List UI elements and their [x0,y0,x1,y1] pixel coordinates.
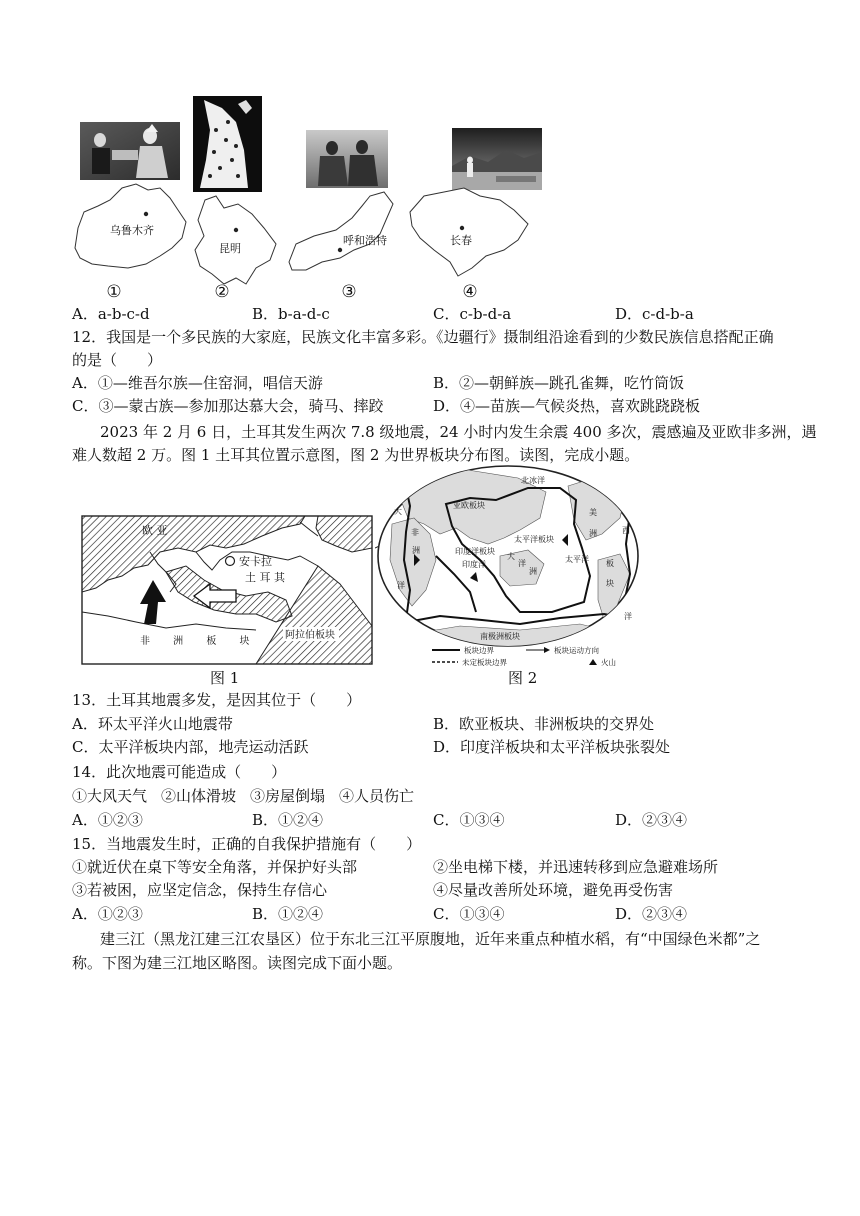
q13-stem: 13．土耳其地震多发，是因其位于（ ） [72,691,362,709]
q14-item-4: ④人员伤亡 [339,787,415,805]
passage-1-line-1: 2023 年 2 月 6 日，土耳其发生两次 7.8 级地震，24 小时内发生余震 400 多次，震感遍及亚欧非多洲，遇 [100,423,817,441]
fig2-label-arctic: 北冰洋 [521,476,545,485]
fig2-label-atlantic-right-2: 洋 [624,612,632,621]
legend-arrow-icon [544,647,550,653]
map-xinjiang [75,184,186,302]
photo-4 [452,128,542,190]
legend-undefined-label: 未定板块边界 [462,658,507,667]
fig2-label-indian-ocean: 印度洋 [462,560,486,569]
q14-items [72,786,414,806]
q14-option-b: B．①②④ [252,811,324,829]
fig2-label-americas-2: 洲 [589,529,597,538]
fig2-label-americas-4: 块 [606,579,614,588]
map-jilin [410,188,528,302]
q14-item-2: ②山体滑坡 [161,787,237,805]
kunming-dot [234,228,238,232]
q12-option-a: A．①—维吾尔族—住窑洞，唱信天游 [72,374,323,392]
figure-1-caption: 图 1 [210,669,240,687]
q11-option-b: B．b-a-d-c [252,305,330,323]
fig1-label-eurasia: 欧 亚 [142,524,168,537]
fig2-label-eurasian-plate: 亚欧板块 [453,501,485,510]
q11-option-a: A．a-b-c-d [72,305,150,323]
q13-option-a: A．环太平洋火山地震带 [72,715,233,733]
fig1-label-arabian-plate: 阿拉伯板块 [285,630,335,641]
q11-option-d: D．c-d-b-a [615,305,694,323]
q11-photo-map-figure [65,90,555,305]
q12-stem-line-1: 12．我国是一个多民族的大家庭，民族文化丰富多彩。《边疆行》摄制组沿途看到的少数民族信息搭配正确 [72,328,774,346]
volcano-icon [589,659,597,665]
q15-option-c: C．①③④ [433,905,505,923]
fig2-label-african-1: 非 [411,528,419,537]
urumqi-dot [144,212,148,216]
passage-2-line-1: 建三江（黑龙江建三江农垦区）位于东北三江平原腹地，近年来重点种植水稻，有“中国绿色米都”之 [100,930,761,948]
map-4-number: ④ [462,282,478,302]
map-1-city-label: 乌鲁木齐 [110,224,154,237]
fig2-label-americas-1: 美 [589,508,597,517]
fig2-label-indian-plate: 印度洋板块 [455,547,495,556]
q15-item-1: ①就近伏在桌下等安全角落，并保护好头部 [72,858,358,876]
q14-option-a: A．①②③ [72,811,143,829]
photo-1 [80,122,180,180]
map-3-city-label: 呼和浩特 [343,234,387,247]
q13-option-c: C．太平洋板块内部，地壳运动活跃 [72,738,309,756]
q14-item-1: ①大风天气 [72,787,148,805]
ankara-marker [226,557,235,566]
fig2-label-americas-3: 板 [606,559,614,568]
fig1-label-turkey: 土 耳 其 [245,571,285,584]
q15-item-4: ④尽量改善所处环境，避免再受伤害 [433,881,674,899]
fig1-label-ankara: 安卡拉 [239,555,272,568]
legend-volcano-label: 火山 [601,658,616,667]
fig2-label-pacific-plate: 太平洋板块 [514,535,554,544]
q14-option-c: C．①③④ [433,811,505,829]
q14-stem: 14．此次地震可能造成（ ） [72,763,287,781]
fig1-label-african-plate: 非 洲 板 块 [140,636,260,647]
passage-1-line-2: 难人数超 2 万。图 1 土耳其位置示意图，图 2 为世界板块分布图。读图，完成小题。 [72,446,640,464]
q14-item-3: ③房屋倒塌 [250,787,326,805]
figure-2-caption: 图 2 [508,669,538,687]
map-3-number: ③ [341,282,357,302]
q12-option-d: D．④—苗族—气候炎热，喜欢跳跷跷板 [433,397,701,415]
hohhot-dot [338,248,342,252]
map-2-number: ② [214,282,230,302]
q15-option-b: B．①②④ [252,905,324,923]
changchun-dot [460,226,464,230]
fig2-label-oceania-1: 大 [507,552,515,561]
q13-option-b: B．欧亚板块、非洲板块的交界处 [433,715,655,733]
q15-stem: 15．当地震发生时，正确的自我保护措施有（ ） [72,835,422,853]
q15-option-a: A．①②③ [72,905,143,923]
fig2-label-atlantic-right-1: 西 [622,526,630,535]
photo-3 [306,130,388,188]
fig2-label-atlantic-left-2: 洋 [397,581,405,590]
fig2-label-pacific: 太平洋 [565,555,589,564]
q12-option-c: C．③—蒙古族—参加那达慕大会，骑马、摔跤 [72,397,384,415]
figure-1-turkey-map [80,510,375,670]
q11-option-c: C．c-b-d-a [433,305,512,323]
legend-boundary-label: 板块边界 [464,646,494,655]
q15-item-3: ③若被困，应坚定信念，保持生存信心 [72,881,328,899]
q12-stem-line-2: 的是（ ） [72,351,163,369]
fig2-legend [432,645,616,667]
fig2-label-antarctic-plate: 南极洲板块 [480,632,520,641]
fig2-label-african-2: 洲 [412,546,420,555]
fig2-label-atlantic-left-1: 大 [394,507,402,516]
q12-option-b: B．②—朝鲜族—跳孔雀舞，吃竹筒饭 [433,374,685,392]
legend-motion-label: 板块运动方向 [554,646,599,655]
q15-item-2: ②坐电梯下楼，并迅速转移到应急避难场所 [433,858,719,876]
map-4-city-label: 长春 [450,234,472,247]
map-1-number: ① [106,282,122,302]
photo-2 [193,96,262,192]
figure-2-world-plates-map [375,465,645,668]
q13-option-d: D．印度洋板块和太平洋板块张裂处 [433,738,671,756]
q15-option-d: D．②③④ [615,905,688,923]
map-inner-mongolia [289,192,393,302]
q14-option-d: D．②③④ [615,811,688,829]
map-2-city-label: 昆明 [219,242,241,255]
map-yunnan [195,196,276,302]
fig2-label-oceania-2: 洋 [518,559,526,568]
fig2-label-oceania-3: 洲 [529,567,537,576]
passage-2-line-2: 称。下图为建三江地区略图。读图完成下面小题。 [72,954,403,972]
